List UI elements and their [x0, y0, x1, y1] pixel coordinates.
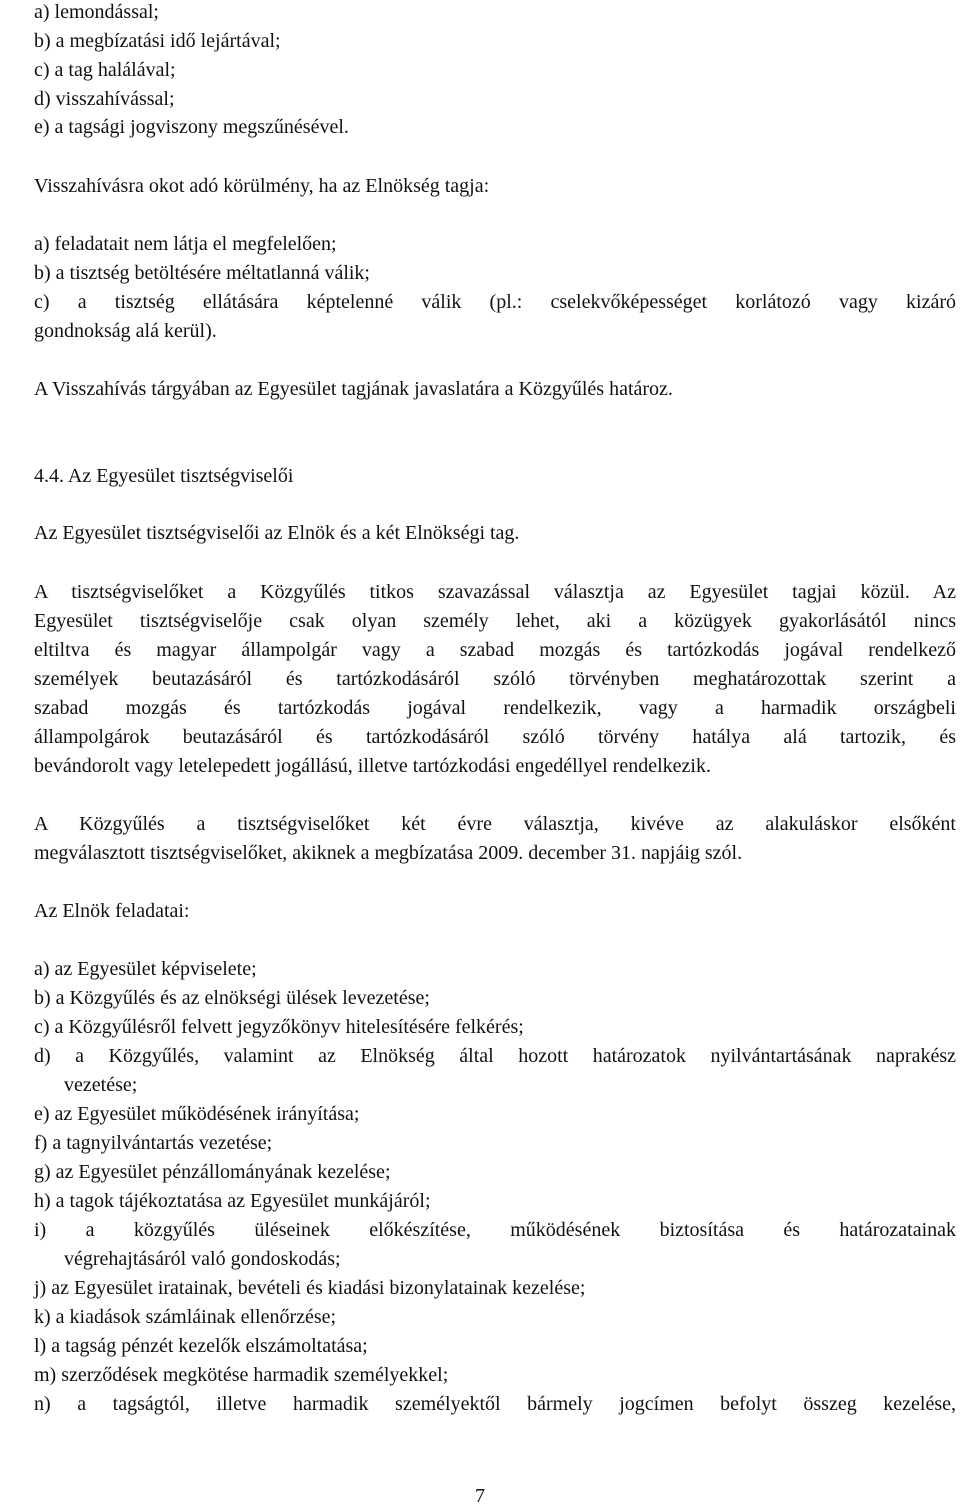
- recall-intro: Visszahívásra okot adó körülmény, ha az Elnökség tagja:: [34, 175, 490, 197]
- paragraph-line: bevándorolt vagy letelepedett jogállású, illetve tartózkodási engedéllyel rendelkezik.: [34, 755, 711, 777]
- list-item-continuation: vezetése;: [64, 1074, 138, 1096]
- paragraph-line: A Közgyűlés a tisztségviselőket két évre választja, kivéve az alakuláskor elsőként: [34, 813, 956, 835]
- paragraph-line: Egyesület tisztségviselője csak olyan személy lehet, aki a közügyek gyakorlásától nincs: [34, 610, 956, 632]
- list-item: n) a tagságtól, illetve harmadik személyektől bármely jogcímen befolyt összeg kezelése,: [34, 1393, 956, 1415]
- list-item-continuation: gondnokság alá kerül).: [34, 320, 217, 342]
- list-item: e) a tagsági jogviszony megszűnésével.: [34, 116, 349, 138]
- list-item: b) a megbízatási idő lejártával;: [34, 30, 281, 52]
- section-heading: 4.4. Az Egyesület tisztségviselői: [34, 465, 294, 487]
- list-item-continuation: végrehajtásáról való gondoskodás;: [64, 1248, 341, 1270]
- paragraph-line: megválasztott tisztségviselőket, akiknek a megbízatása 2009. december 31. napjáig szól.: [34, 842, 743, 864]
- list-item: l) a tagság pénzét kezelők elszámoltatása;: [34, 1335, 368, 1357]
- paragraph-line: A tisztségviselőket a Közgyűlés titkos szavazással választja az Egyesület tagjai közül. Az: [34, 581, 956, 603]
- page-number: 7: [475, 1485, 485, 1507]
- list-item: f) a tagnyilvántartás vezetése;: [34, 1132, 273, 1154]
- list-item: i) a közgyűlés üléseinek előkészítése, működésének biztosítása és határozatainak: [34, 1219, 956, 1241]
- list-item: a) lemondással;: [34, 1, 159, 23]
- list-item: b) a tisztség betöltésére méltatlanná válik;: [34, 262, 370, 284]
- list-item: c) a tag halálával;: [34, 59, 176, 81]
- paragraph-line: állampolgárok beutazásáról és tartózkodásáról szóló törvény hatálya alá tartozik, és: [34, 726, 956, 748]
- paragraph-line: személyek beutazásáról és tartózkodásáról szóló törvényben meghatározottak szerint a: [34, 668, 956, 690]
- list-item: d) a Közgyűlés, valamint az Elnökség által hozott határozatok nyilvántartásának naprakész: [34, 1045, 956, 1067]
- list-item: m) szerződések megkötése harmadik személyekkel;: [34, 1364, 449, 1386]
- list-item: c) a tisztség ellátására képtelenné válik (pl.: cselekvőképességet korlátozó vagy kizáró: [34, 291, 956, 313]
- list-item: h) a tagok tájékoztatása az Egyesület munkájáról;: [34, 1190, 431, 1212]
- paragraph-line: szabad mozgás és tartózkodás jogával rendelkezik, vagy a harmadik országbeli: [34, 697, 956, 719]
- list-item: e) az Egyesület működésének irányítása;: [34, 1103, 360, 1125]
- list-item: c) a Közgyűlésről felvett jegyzőkönyv hitelesítésére felkérés;: [34, 1016, 524, 1038]
- paragraph-line: eltiltva és magyar állampolgár vagy a szabad mozgás és tartózkodás jogával rendelkező: [34, 639, 956, 661]
- list-item: b) a Közgyűlés és az elnökségi ülések levezetése;: [34, 987, 430, 1009]
- list-item: d) visszahívással;: [34, 88, 175, 110]
- list-item: a) az Egyesület képviselete;: [34, 958, 257, 980]
- list-item: k) a kiadások számláinak ellenőrzése;: [34, 1306, 337, 1328]
- list-item: j) az Egyesület iratainak, bevételi és kiadási bizonylatainak kezelése;: [34, 1277, 586, 1299]
- list-item: a) feladatait nem látja el megfelelően;: [34, 233, 337, 255]
- list-item: g) az Egyesület pénzállományának kezelése;: [34, 1161, 391, 1183]
- recall-decision: A Visszahívás tárgyában az Egyesület tagjának javaslatára a Közgyűlés határoz.: [34, 378, 673, 400]
- officers-sentence: Az Egyesület tisztségviselői az Elnök és a két Elnökségi tag.: [34, 522, 520, 544]
- president-heading: Az Elnök feladatai:: [34, 900, 190, 922]
